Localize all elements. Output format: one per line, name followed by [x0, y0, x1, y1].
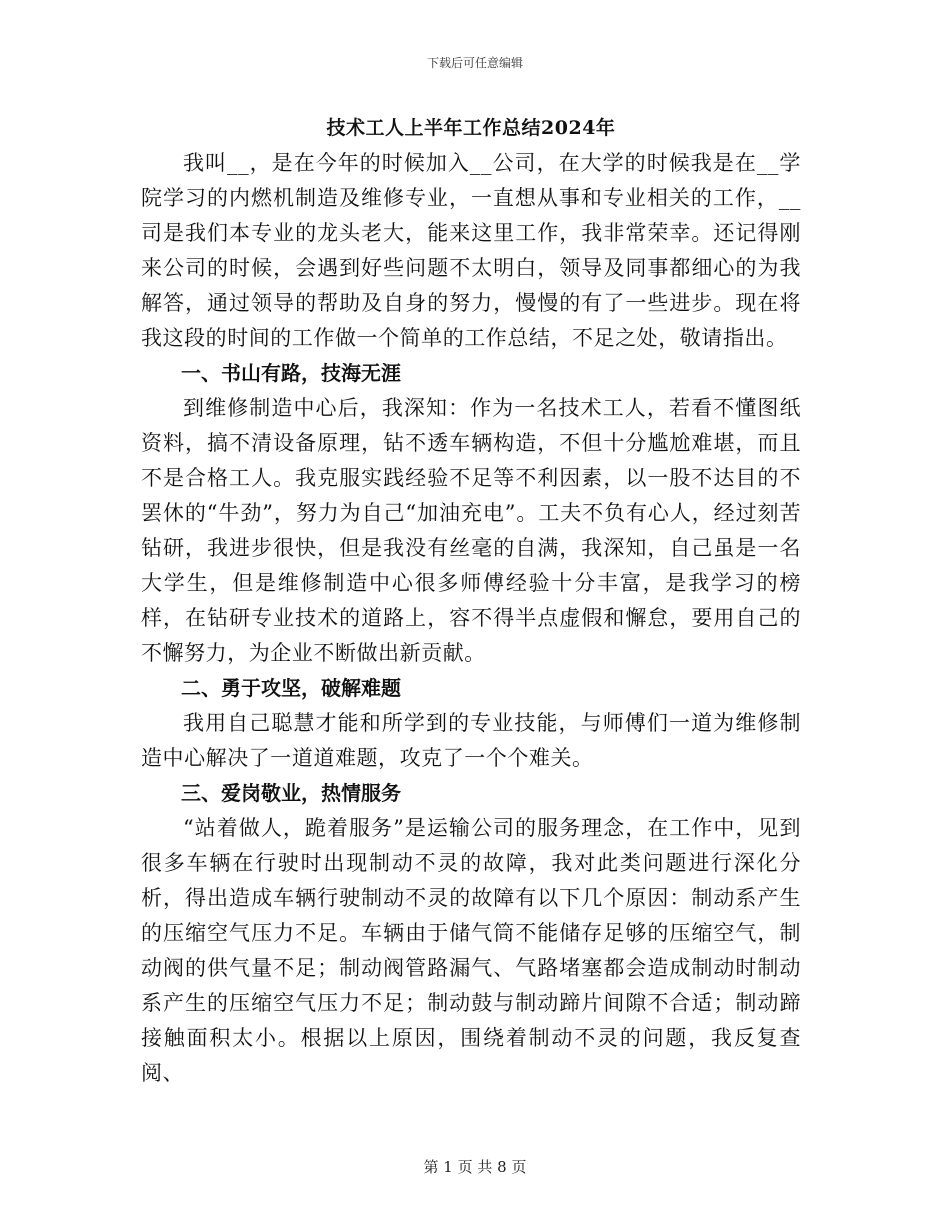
section-1-body: 到维修制造中心后，我深知：作为一名技术工人，若看不懂图纸资料，搞不清设备原理，钻不透车辆构造，不但十分尴尬难堪，而且不是合格工人。我克服实践经验不足等不利因素，以一股不达目的不罢休的“牛劲”，努力为自己“加油充电”。工夫不负有心人，经过刻苦钻研，我进步很快，但是我没有丝毫的自满，我深知，自己虽是一名大学生，但是维修制造中心很多师傅经验十分丰富，是我学习的榜样，在钻研专业技术的道路上，容不得半点虚假和懈怠，要用自己的不懈努力，为企业不断做出新贡献。: [141, 396, 801, 665]
document-title: 技术工人上半年工作总结2024年: [326, 117, 616, 139]
section-3-body: “站着做人，跪着服务”是运输公司的服务理念，在工作中，见到很多车辆在行驶时出现制动不灵的故障，我对此类问题进行深化分析，得出造成车辆行驶制动不灵的故障有以下几个原因：制动系产生的压缩空气压力不足。车辆由于储气筒不能储存足够的压缩空气，制动阀的供气量不足；制动阀管路漏气、气路堵塞都会造成制动时制动系产生的压缩空气压力不足；制动鼓与制动蹄片间隙不合适；制动蹄接触面积太小。根据以上原因，围绕着制动不灵的问题，我反复查阅、: [141, 816, 801, 1085]
section-1-heading: 一、书山有路，技海无涯: [181, 361, 401, 385]
page-number-footer: 第 1 页 共 8 页: [423, 1158, 527, 1176]
document-body: [141, 116, 801, 1091]
section-2-body: 我用自己聪慧才能和所学到的专业技能，与师傅们一道为维修制造中心解决了一道道难题，攻克了一个个难关。: [141, 711, 801, 770]
section-3-heading: 三、爱岗敬业，热情服务: [181, 781, 401, 805]
intro-paragraph: 我叫__，是在今年的时候加入__公司，在大学的时候我是在__学院学习的内燃机制造及维修专业，一直想从事和专业相关的工作，__司是我们本专业的龙头老大，能来这里工作，我非常荣幸。还记得刚来公司的时候，会遇到好些问题不太明白，领导及同事都细心的为我解答，通过领导的帮助及自身的努力，慢慢的有了一些进步。现在将我这段的时间的工作做一个简单的工作总结，不足之处，敬请指出。: [141, 151, 801, 350]
page-header-watermark: 下载后可任意编辑: [426, 56, 523, 70]
section-2-heading: 二、勇于攻坚，破解难题: [181, 676, 401, 700]
